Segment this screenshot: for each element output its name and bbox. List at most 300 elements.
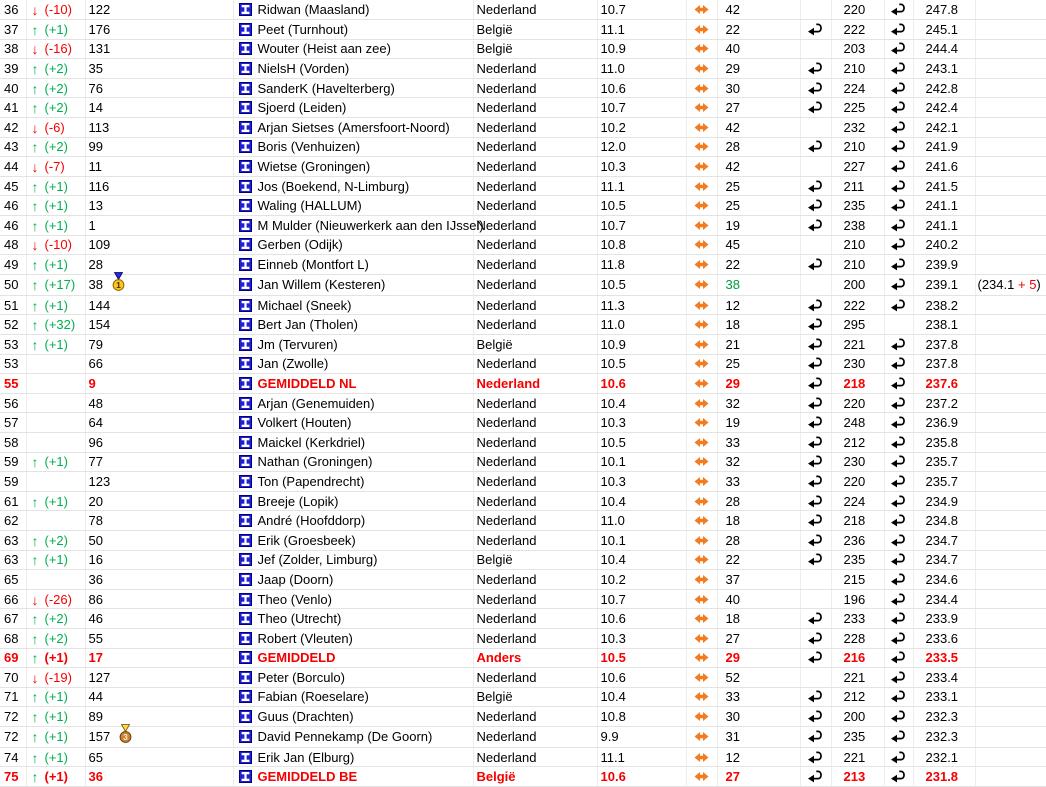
trend-cell	[26, 648, 85, 668]
trend-delta: (-7)	[44, 159, 65, 175]
score-cell	[913, 374, 975, 394]
swap-arrows-icon	[694, 633, 709, 644]
country-cell	[473, 335, 597, 355]
country-cell	[473, 98, 597, 118]
number-cell	[85, 0, 233, 20]
retry1-cell	[800, 609, 831, 629]
direction-cell	[686, 78, 717, 98]
participant-name: Waling (HALLUM)	[257, 198, 362, 214]
points-value: 211	[843, 178, 865, 194]
points-value: 224	[843, 493, 866, 509]
retry2-cell	[884, 452, 913, 472]
score-value: 233.4	[925, 669, 959, 685]
undo-arrow-icon	[807, 552, 824, 566]
average-value: 10.1	[600, 454, 626, 470]
count-cell	[717, 39, 800, 59]
participant-name: Einneb (Montfort L)	[257, 257, 369, 273]
average-cell	[597, 374, 686, 394]
profile-spool-icon[interactable]	[239, 199, 252, 212]
table-row	[0, 550, 1046, 570]
rank-value: 53	[4, 356, 19, 372]
number-cell	[85, 432, 233, 452]
participant-name: GEMIDDELD NL	[257, 375, 357, 391]
name-cell	[233, 530, 473, 550]
swap-arrows-icon	[694, 279, 709, 290]
profile-spool-icon[interactable]	[239, 299, 252, 312]
participant-name: Jan (Zwolle)	[257, 356, 329, 372]
count-cell	[717, 491, 800, 511]
direction-cell	[686, 216, 717, 236]
points-cell	[831, 648, 884, 668]
average-value: 10.5	[600, 434, 626, 450]
country-label: Nederland	[476, 591, 537, 607]
entry-number: 78	[88, 513, 103, 529]
profile-spool-icon[interactable]	[239, 612, 252, 625]
trend-icon: ↑	[31, 650, 39, 667]
trend-cell	[26, 235, 85, 255]
profile-spool-icon[interactable]	[239, 553, 252, 566]
note-cell	[975, 472, 1046, 492]
rank-cell	[0, 0, 26, 20]
note-cell	[975, 216, 1046, 236]
profile-spool-icon[interactable]	[239, 770, 252, 783]
table-row	[0, 78, 1046, 98]
participant-name: Michael (Sneek)	[257, 297, 352, 313]
score-value: 240.2	[925, 237, 959, 253]
average-cell	[597, 335, 686, 355]
rank-cell	[0, 176, 26, 196]
name-cell	[233, 274, 473, 295]
average-value: 10.6	[600, 769, 626, 785]
rank-cell	[0, 196, 26, 216]
profile-spool-icon[interactable]	[239, 593, 252, 606]
undo-arrow-icon	[807, 317, 824, 331]
retry2-cell	[884, 335, 913, 355]
retry1-cell	[800, 235, 831, 255]
points-value: 230	[843, 356, 866, 372]
count-value: 12	[725, 297, 740, 313]
undo-arrow-icon	[890, 257, 907, 271]
number-cell	[85, 255, 233, 275]
profile-spool-icon[interactable]	[239, 436, 252, 449]
count-cell	[717, 687, 800, 707]
score-value: 247.8	[925, 2, 959, 18]
average-cell	[597, 0, 686, 20]
number-cell	[85, 295, 233, 315]
country-label: Nederland	[476, 139, 537, 155]
table-row	[0, 295, 1046, 315]
trend-delta: (+1)	[44, 257, 68, 273]
profile-spool-icon[interactable]	[239, 671, 252, 684]
profile-spool-icon[interactable]	[239, 278, 252, 291]
profile-spool-icon[interactable]	[239, 318, 252, 331]
profile-spool-icon[interactable]	[239, 42, 252, 55]
average-value: 10.8	[600, 709, 626, 725]
undo-arrow-icon	[807, 257, 824, 271]
undo-arrow-icon	[807, 454, 824, 468]
swap-arrows-icon	[694, 102, 709, 113]
note-cell	[975, 726, 1046, 747]
profile-spool-icon[interactable]	[239, 534, 252, 547]
count-cell	[717, 59, 800, 79]
undo-arrow-icon	[890, 22, 907, 36]
profile-spool-icon[interactable]	[239, 82, 252, 95]
rank-cell	[0, 648, 26, 668]
average-value: 10.7	[600, 2, 626, 18]
average-value: 10.2	[600, 571, 626, 587]
score-cell	[913, 393, 975, 413]
points-value: 220	[843, 2, 866, 18]
rank-cell	[0, 157, 26, 177]
count-cell	[717, 472, 800, 492]
profile-spool-icon[interactable]	[239, 238, 252, 251]
points-cell	[831, 432, 884, 452]
number-cell	[85, 20, 233, 40]
name-cell	[233, 550, 473, 570]
direction-cell	[686, 413, 717, 433]
profile-spool-icon[interactable]	[239, 258, 252, 271]
undo-arrow-icon	[890, 376, 907, 390]
profile-spool-icon[interactable]	[239, 710, 252, 723]
entry-number: 46	[88, 611, 103, 627]
profile-spool-icon[interactable]	[239, 632, 252, 645]
swap-arrows-icon	[694, 476, 709, 487]
average-value: 10.2	[600, 119, 626, 135]
country-label: Nederland	[476, 198, 537, 214]
retry2-cell	[884, 432, 913, 452]
count-cell	[717, 413, 800, 433]
country-cell	[473, 78, 597, 98]
average-cell	[597, 235, 686, 255]
average-cell	[597, 315, 686, 335]
profile-spool-icon[interactable]	[239, 357, 252, 370]
score-cell	[913, 216, 975, 236]
undo-arrow-icon	[807, 415, 824, 429]
average-value: 10.7	[600, 217, 626, 233]
entry-number: 113	[88, 119, 110, 135]
points-value: 220	[843, 395, 866, 411]
table-row	[0, 432, 1046, 452]
retry1-cell	[800, 315, 831, 335]
retry2-cell	[884, 648, 913, 668]
rank-cell	[0, 472, 26, 492]
score-cell	[913, 452, 975, 472]
participant-name: SanderK (Havelterberg)	[257, 80, 395, 96]
retry1-cell	[800, 707, 831, 727]
average-value: 11.1	[600, 21, 625, 37]
count-value: 19	[725, 217, 740, 233]
undo-arrow-icon	[807, 61, 824, 75]
name-cell	[233, 157, 473, 177]
note-cell	[975, 295, 1046, 315]
retry2-cell	[884, 255, 913, 275]
score-value: 238.1	[925, 317, 959, 333]
trend-delta: (-6)	[44, 119, 65, 135]
score-cell	[913, 235, 975, 255]
score-value: 244.4	[925, 41, 959, 57]
name-cell	[233, 354, 473, 374]
direction-cell	[686, 393, 717, 413]
score-cell	[913, 511, 975, 531]
participant-name: Theo (Utrecht)	[257, 611, 342, 627]
profile-spool-icon[interactable]	[239, 730, 252, 743]
score-value: 232.3	[925, 729, 959, 745]
trend-cell	[26, 0, 85, 20]
count-cell	[717, 0, 800, 20]
table-row	[0, 530, 1046, 550]
points-cell	[831, 550, 884, 570]
rank-cell	[0, 550, 26, 570]
country-label: België	[476, 336, 513, 352]
swap-arrows-icon	[694, 731, 709, 742]
retry2-cell	[884, 589, 913, 609]
country-label: Nederland	[476, 454, 537, 470]
number-cell	[85, 354, 233, 374]
country-label: Nederland	[476, 513, 537, 529]
country-cell	[473, 176, 597, 196]
points-cell	[831, 118, 884, 138]
country-label: Nederland	[476, 277, 537, 293]
profile-spool-icon[interactable]	[239, 121, 252, 134]
note-cell	[975, 687, 1046, 707]
swap-arrows-icon	[694, 358, 709, 369]
rank-value: 40	[4, 80, 19, 96]
table-row	[0, 491, 1046, 511]
retry2-cell	[884, 216, 913, 236]
rank-value: 38	[4, 41, 19, 57]
retry1-cell	[800, 570, 831, 590]
score-cell	[913, 20, 975, 40]
country-label: Nederland	[476, 473, 537, 489]
table-row	[0, 255, 1046, 275]
rank-cell	[0, 393, 26, 413]
profile-spool-icon[interactable]	[239, 651, 252, 664]
retry1-cell	[800, 374, 831, 394]
rank-value: 50	[4, 277, 19, 293]
retry2-cell	[884, 472, 913, 492]
count-cell	[717, 335, 800, 355]
profile-spool-icon[interactable]	[239, 160, 252, 173]
profile-spool-icon[interactable]	[239, 62, 252, 75]
name-cell	[233, 196, 473, 216]
score-cell	[913, 570, 975, 590]
points-cell	[831, 235, 884, 255]
score-cell	[913, 176, 975, 196]
score-cell	[913, 747, 975, 767]
count-value: 18	[725, 611, 740, 627]
trend-icon: ↑	[31, 749, 39, 766]
bronze-medal-3-icon	[119, 724, 132, 744]
swap-arrows-icon	[694, 771, 709, 782]
count-value: 30	[725, 80, 740, 96]
country-label: België	[476, 21, 513, 37]
score-value: 241.5	[925, 178, 959, 194]
name-cell	[233, 628, 473, 648]
retry1-cell	[800, 726, 831, 747]
trend-delta: (-10)	[44, 237, 72, 253]
score-cell	[913, 295, 975, 315]
profile-spool-icon[interactable]	[239, 219, 252, 232]
profile-spool-icon[interactable]	[239, 514, 252, 527]
score-value: 231.8	[925, 769, 959, 785]
profile-spool-icon[interactable]	[239, 377, 252, 390]
profile-spool-icon[interactable]	[239, 101, 252, 114]
direction-cell	[686, 491, 717, 511]
trend-cell	[26, 589, 85, 609]
undo-arrow-icon	[807, 729, 824, 743]
points-cell	[831, 274, 884, 295]
score-value: 237.6	[925, 375, 959, 391]
profile-spool-icon[interactable]	[239, 495, 252, 508]
participant-name: Jos (Boekend, N-Limburg)	[257, 178, 410, 194]
retry2-cell	[884, 747, 913, 767]
average-value: 11.0	[600, 513, 625, 529]
profile-spool-icon[interactable]	[239, 23, 252, 36]
participant-name: Wietse (Groningen)	[257, 159, 371, 175]
undo-arrow-icon	[890, 474, 907, 488]
retry2-cell	[884, 413, 913, 433]
note-cell	[975, 570, 1046, 590]
country-label: België	[476, 552, 513, 568]
direction-cell	[686, 648, 717, 668]
profile-spool-icon[interactable]	[239, 690, 252, 703]
profile-spool-icon[interactable]	[239, 3, 252, 16]
average-value: 10.4	[600, 493, 626, 509]
retry1-cell	[800, 668, 831, 688]
average-cell	[597, 668, 686, 688]
count-cell	[717, 354, 800, 374]
average-cell	[597, 98, 686, 118]
retry1-cell	[800, 295, 831, 315]
participant-name: David Pennekamp (De Goorn)	[257, 729, 433, 745]
rank-value: 49	[4, 257, 19, 273]
country-cell	[473, 491, 597, 511]
entry-number: 55	[88, 630, 103, 646]
undo-arrow-icon	[807, 494, 824, 508]
trend-icon: ↓	[31, 41, 39, 58]
rank-value: 70	[4, 669, 19, 685]
count-value: 42	[725, 159, 740, 175]
retry2-cell	[884, 491, 913, 511]
profile-spool-icon[interactable]	[239, 338, 252, 351]
direction-cell	[686, 452, 717, 472]
points-value: 230	[843, 454, 866, 470]
entry-number: 17	[88, 650, 103, 666]
rank-value: 58	[4, 434, 19, 450]
undo-arrow-icon	[807, 650, 824, 664]
rank-value: 59	[4, 473, 19, 489]
swap-arrows-icon	[694, 496, 709, 507]
trend-delta: (+17)	[44, 277, 76, 293]
profile-spool-icon[interactable]	[239, 455, 252, 468]
country-label: Nederland	[476, 434, 537, 450]
trend-icon: ↑	[31, 630, 39, 647]
note-cell	[975, 118, 1046, 138]
table-row	[0, 589, 1046, 609]
trend-icon: ↑	[31, 611, 39, 628]
trend-cell	[26, 707, 85, 727]
count-value: 25	[725, 178, 740, 194]
name-cell	[233, 648, 473, 668]
profile-spool-icon[interactable]	[239, 416, 252, 429]
trend-delta: (+2)	[44, 532, 68, 548]
retry2-cell	[884, 530, 913, 550]
participant-name: Breeje (Lopik)	[257, 493, 339, 509]
direction-cell	[686, 196, 717, 216]
average-cell	[597, 432, 686, 452]
retry1-cell	[800, 628, 831, 648]
retry1-cell	[800, 452, 831, 472]
trend-cell	[26, 413, 85, 433]
direction-cell	[686, 137, 717, 157]
participant-name: Arjan (Genemuiden)	[257, 395, 375, 411]
profile-spool-icon[interactable]	[239, 397, 252, 410]
name-cell	[233, 216, 484, 236]
name-cell	[233, 511, 473, 531]
retry2-cell	[884, 196, 913, 216]
average-value: 10.5	[600, 198, 626, 214]
rank-cell	[0, 59, 26, 79]
average-cell	[597, 628, 686, 648]
trend-delta: (+1)	[44, 749, 68, 765]
swap-arrows-icon	[694, 535, 709, 546]
country-label: Nederland	[476, 749, 537, 765]
retry1-cell	[800, 176, 831, 196]
swap-arrows-icon	[694, 319, 709, 330]
score-value: 237.2	[925, 395, 959, 411]
rank-cell	[0, 374, 26, 394]
participant-name: Volkert (Houten)	[257, 415, 352, 431]
name-cell	[233, 59, 473, 79]
note-cell	[975, 707, 1046, 727]
score-value: 239.9	[925, 257, 959, 273]
profile-spool-icon[interactable]	[239, 140, 252, 153]
score-cell	[913, 0, 975, 20]
retry2-cell	[884, 0, 913, 20]
country-label: Nederland	[476, 729, 537, 745]
name-cell	[233, 452, 473, 472]
profile-spool-icon[interactable]	[239, 475, 252, 488]
undo-arrow-icon	[807, 22, 824, 36]
profile-spool-icon[interactable]	[239, 180, 252, 193]
entry-number: 38	[88, 276, 103, 292]
trend-cell	[26, 157, 85, 177]
participant-name: M Mulder (Nieuwerkerk aan den IJssel)	[257, 217, 484, 233]
swap-arrows-icon	[694, 672, 709, 683]
points-cell	[831, 20, 884, 40]
direction-cell	[686, 550, 717, 570]
entry-number: 1	[88, 217, 96, 233]
points-value: 235	[843, 552, 866, 568]
undo-arrow-icon	[807, 139, 824, 153]
count-cell	[717, 176, 800, 196]
profile-spool-icon[interactable]	[239, 751, 252, 764]
undo-arrow-icon	[807, 435, 824, 449]
trend-icon: ↑	[31, 336, 39, 353]
country-label: Nederland	[476, 297, 537, 313]
score-value: 241.9	[925, 139, 959, 155]
table-row	[0, 374, 1046, 394]
retry2-cell	[884, 374, 913, 394]
count-value: 32	[725, 454, 740, 470]
profile-spool-icon[interactable]	[239, 573, 252, 586]
points-cell	[831, 393, 884, 413]
entry-number: 36	[88, 571, 103, 587]
count-cell	[717, 118, 800, 138]
rank-value: 68	[4, 630, 19, 646]
participant-name: Erik (Groesbeek)	[257, 532, 356, 548]
country-label: Nederland	[476, 356, 537, 372]
